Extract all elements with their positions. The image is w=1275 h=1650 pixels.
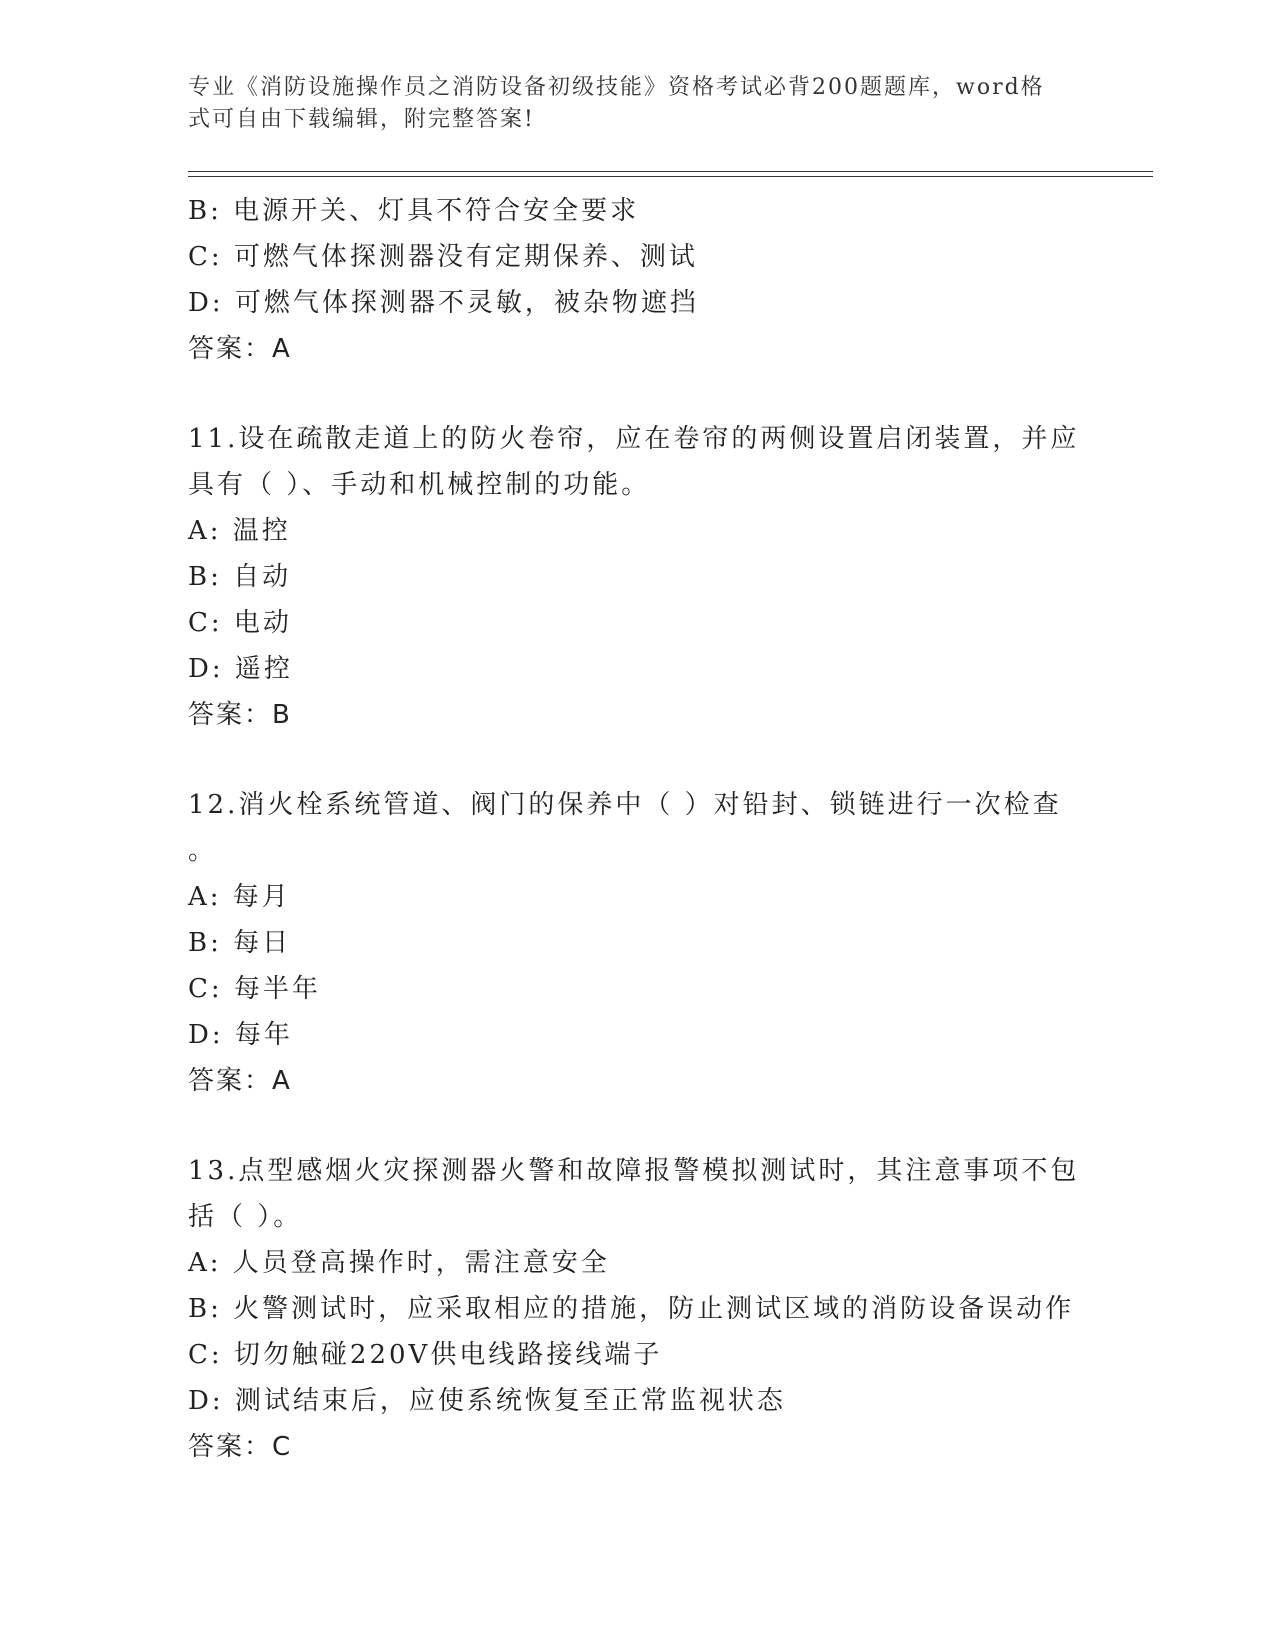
option-a: A: 人员登高操作时，需注意安全 — [188, 1248, 610, 1278]
option-a: A: 温控 — [188, 516, 291, 546]
question-12 — [188, 782, 1088, 1104]
header-line-2: 式可自由下载编辑，附完整答案! — [188, 107, 535, 132]
answer: 答案：C — [188, 1432, 293, 1462]
question-text-line-1: 12.消火栓系统管道、阀门的保养中（ ）对铅封、锁链进行一次检查 — [188, 790, 1062, 820]
option-d: D: 遥控 — [188, 654, 293, 684]
option-b: B: 每日 — [188, 928, 292, 958]
question-10-continued — [188, 188, 1088, 372]
question-13 — [188, 1148, 1088, 1470]
question-text-line-2: 具有（ ）、手动和机械控制的功能。 — [188, 470, 651, 500]
option-c: C: 电动 — [188, 608, 292, 638]
option-d: D: 每年 — [188, 1020, 293, 1050]
option-c: C: 切勿触碰220V供电线路接线端子 — [188, 1340, 663, 1370]
header-rule-bottom — [188, 176, 1153, 177]
answer: 答案：B — [188, 700, 292, 730]
option-a: A: 每月 — [188, 882, 291, 912]
document-header — [188, 72, 1068, 136]
question-text-line-1: 13.点型感烟火灾探测器火警和故障报警模拟测试时，其注意事项不包 — [188, 1156, 1080, 1186]
option-d: D: 测试结束后，应使系统恢复至正常监视状态 — [188, 1386, 786, 1416]
option-b: B: 自动 — [188, 562, 292, 592]
header-line-1: 专业《消防设施操作员之消防设备初级技能》资格考试必背200题题库，word格 — [188, 75, 1045, 100]
answer: 答案：A — [188, 1066, 292, 1096]
header-rule-top — [188, 171, 1153, 172]
question-text-line-1: 11.设在疏散走道上的防火卷帘，应在卷帘的两侧设置启闭装置，并应 — [188, 424, 1080, 454]
question-text-line-2: 。 — [188, 836, 218, 866]
option-b: B: 电源开关、灯具不符合安全要求 — [188, 196, 640, 226]
option-d: D: 可燃气体探测器不灵敏，被杂物遮挡 — [188, 288, 699, 318]
option-b: B: 火警测试时，应采取相应的措施，防止测试区域的消防设备误动作 — [188, 1294, 1075, 1324]
option-c: C: 可燃气体探测器没有定期保养、测试 — [188, 242, 698, 272]
option-c: C: 每半年 — [188, 974, 321, 1004]
question-list — [188, 188, 1088, 1470]
question-text-line-2: 括（ ）。 — [188, 1202, 303, 1232]
question-11 — [188, 416, 1088, 738]
answer: 答案：A — [188, 334, 292, 364]
